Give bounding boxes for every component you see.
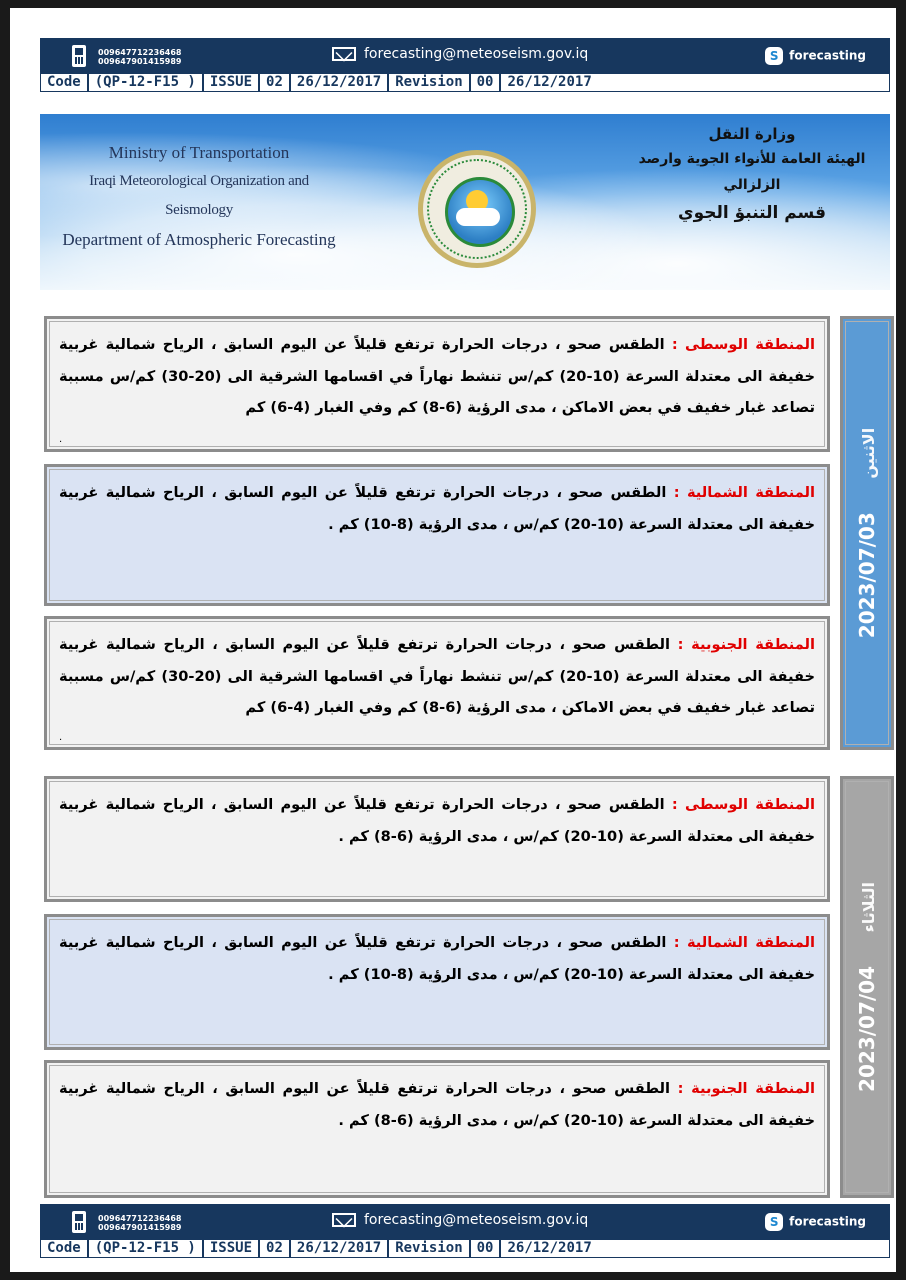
footer-skype[interactable] (765, 1213, 866, 1231)
header-email[interactable] (332, 46, 588, 62)
revision-number: 00 (471, 1240, 502, 1257)
code-label: Code (41, 1240, 89, 1257)
forecast-box-south (44, 616, 830, 750)
logo-emblem (445, 177, 515, 247)
header-bar (40, 38, 890, 94)
header-email-text: forecasting@meteoseism.gov.iq (364, 46, 589, 62)
cloud-icon (456, 208, 500, 226)
issue-label: ISSUE (204, 1240, 260, 1257)
forecast-date: 2023/07/03 (855, 512, 879, 639)
code-label: Code (41, 74, 89, 91)
end-mark: . (59, 434, 63, 445)
forecast-box-north (44, 914, 830, 1050)
ministry-name-en: Ministry of Transportation (108, 143, 290, 162)
issue-date: 26/12/2017 (291, 74, 389, 91)
header-code-line (40, 73, 890, 92)
forecast-text (59, 927, 815, 990)
region-label: المنطقة الجنوبية : (677, 1080, 816, 1097)
day-date-panel (840, 776, 894, 1198)
skype-icon: S (765, 1213, 783, 1231)
region-forecast: الطقس صحو ، درجات الحرارة ترتفع قليلاً عن اليوم السابق ، الرياح شمالية غربية خفيفة الى معتدلة السرعة (10-20) كم/س تنشط نهاراً في اقسامها الشرقية الى (20-30) كم/س مسببة تصاعد غبار خفيف في بعض الاماكن ، مدى الرؤية (6-8) كم وفي الغبار (4-6) كم (59, 636, 815, 716)
region-label: المنطقة الشمالية : (673, 934, 815, 951)
region-forecast: الطقس صحو ، درجات الحرارة ترتفع قليلاً عن اليوم السابق ، الرياح شمالية غربية خفيفة الى معتدلة السرعة (10-20) كم/س ، مدى الرؤية (6-8) كم . (59, 1080, 815, 1129)
organization-logo (418, 150, 536, 268)
day-date-panel (840, 316, 894, 750)
banner (40, 114, 890, 290)
page (10, 8, 896, 1272)
footer-skype-text: forecasting (789, 1214, 866, 1229)
department-name-en: Department of Atmospheric Forecasting (62, 230, 336, 249)
footer-phone-2: 009647901415989 (98, 1223, 182, 1232)
footer-phones (98, 1214, 182, 1232)
issue-label: ISSUE (204, 74, 260, 91)
footer-bar (40, 1204, 890, 1260)
revision-date: 26/12/2017 (507, 74, 592, 90)
forecast-box-north (44, 464, 830, 606)
issue-number: 02 (260, 74, 291, 91)
region-label: المنطقة الوسطى : (671, 796, 816, 813)
region-label: المنطقة الشمالية : (673, 484, 815, 501)
forecast-date: 2023/07/04 (855, 966, 879, 1092)
day-name: الاثنين (859, 427, 878, 479)
region-forecast: الطقس صحو ، درجات الحرارة ترتفع قليلاً عن اليوم السابق ، الرياح شمالية غربية خفيفة الى معتدلة السرعة (10-20) كم/س ، مدى الرؤية (8-10) كم . (59, 484, 815, 533)
issue-date: 26/12/2017 (291, 1240, 389, 1257)
ministry-name-ar: وزارة النقل (708, 125, 796, 143)
forecast-box-south (44, 1060, 830, 1198)
forecast-text (59, 1073, 815, 1136)
department-name-ar: قسم التنبؤ الجوي (678, 203, 826, 223)
mail-icon (332, 47, 356, 61)
header-phone-1: 009647712236468 (98, 48, 182, 57)
footer-email[interactable] (332, 1212, 588, 1228)
forecast-text (59, 789, 815, 852)
region-label: المنطقة الجنوبية : (677, 636, 816, 653)
revision-label: Revision (389, 1240, 470, 1257)
forecast-text (59, 477, 815, 540)
revision-label: Revision (389, 74, 470, 91)
forecast-text (59, 629, 815, 724)
revision-number: 00 (471, 74, 502, 91)
footer-phone-1: 009647712236468 (98, 1214, 182, 1223)
region-forecast: الطقس صحو ، درجات الحرارة ترتفع قليلاً عن اليوم السابق ، الرياح شمالية غربية خفيفة الى معتدلة السرعة (10-20) كم/س تنشط نهاراً في اقسامها الشرقية الى (20-30) كم/س مسببة تصاعد غبار خفيف في بعض الاماكن ، مدى الرؤية (6-8) كم وفي الغبار (4-6) كم (59, 336, 815, 416)
footer-email-text: forecasting@meteoseism.gov.iq (364, 1212, 589, 1228)
region-forecast: الطقس صحو ، درجات الحرارة ترتفع قليلاً عن اليوم السابق ، الرياح شمالية غربية خفيفة الى معتدلة السرعة (10-20) كم/س ، مدى الرؤية (6-8) كم . (59, 796, 815, 845)
code-value: (QP-12-F15 ) (89, 1240, 204, 1257)
footer-contact-strip (40, 1204, 890, 1239)
mail-icon (332, 1213, 356, 1227)
header-phones (98, 48, 182, 66)
header-skype[interactable] (765, 47, 866, 65)
code-value: (QP-12-F15 ) (89, 74, 204, 91)
phone-icon (72, 1211, 86, 1233)
forecast-box-central (44, 316, 830, 452)
region-label: المنطقة الوسطى : (671, 336, 816, 353)
footer-code-line (40, 1239, 890, 1258)
end-mark: . (59, 732, 63, 743)
day-name: الثلاثاء (859, 882, 878, 933)
header-phone-2: 009647901415989 (98, 57, 182, 66)
skype-icon: S (765, 47, 783, 65)
forecast-box-central (44, 776, 830, 902)
phone-icon (72, 45, 86, 67)
organization-name-ar: الهيئة العامة للأنواء الجوية وارصد الزلزالي (638, 151, 866, 193)
day-date-label (855, 882, 879, 1092)
region-forecast: الطقس صحو ، درجات الحرارة ترتفع قليلاً عن اليوم السابق ، الرياح شمالية غربية خفيفة الى معتدلة السرعة (10-20) كم/س ، مدى الرؤية (8-10) كم . (59, 934, 815, 983)
revision-date: 26/12/2017 (507, 1240, 592, 1256)
issue-number: 02 (260, 1240, 291, 1257)
day-date-label (855, 428, 879, 638)
organization-name-en: Iraqi Meteorological Organization and Seismology (89, 173, 309, 218)
forecast-text (59, 329, 815, 424)
banner-arabic (622, 122, 882, 228)
header-skype-text: forecasting (789, 48, 866, 63)
header-contact-strip (40, 38, 890, 73)
banner-english (54, 138, 344, 254)
